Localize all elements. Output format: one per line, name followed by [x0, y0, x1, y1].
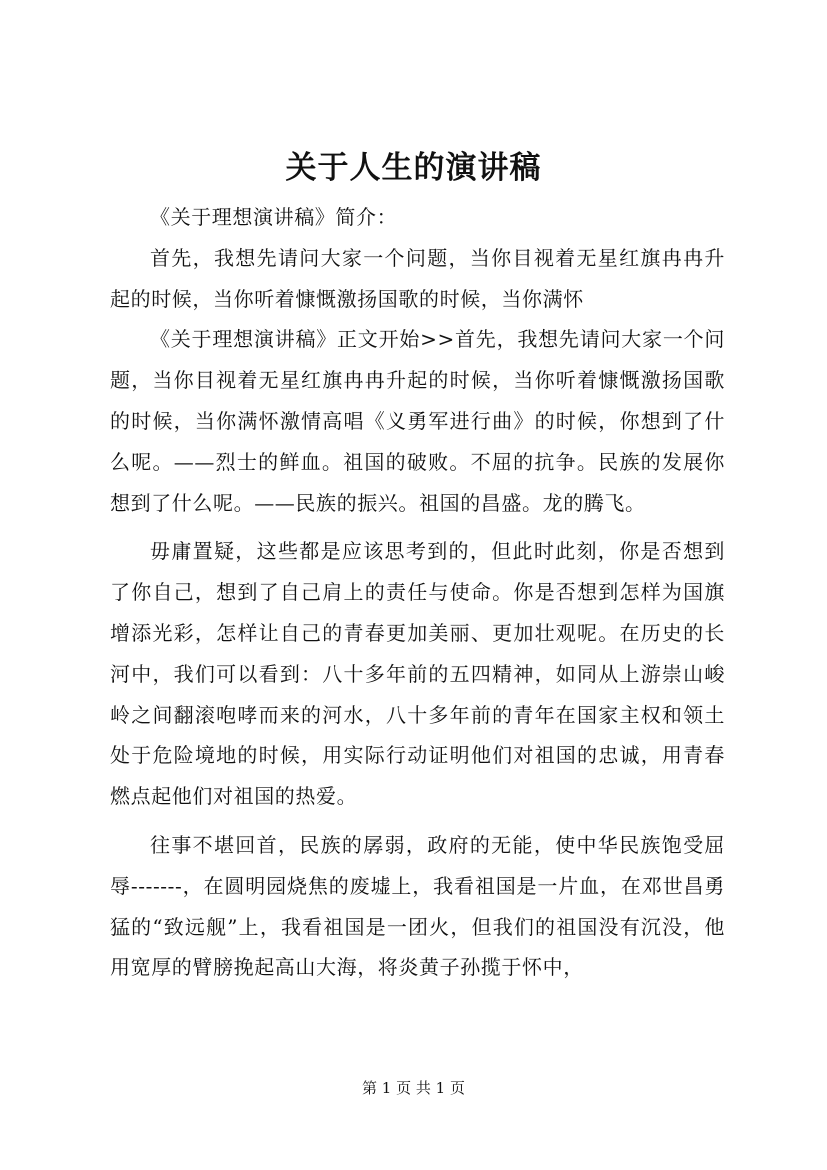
page-footer: 第 1 页 共 1 页 [362, 1079, 465, 1097]
paragraph-main-start: 《关于理想演讲稿》正文开始>>首先，我想先请问大家一个问题，当你目视着无星红旗冉冉升起的时候，当你听着慷慨激扬国歌的时候，当你满怀激情高唱《义勇军进行曲》的时候，你想到了什么呢。——烈士的鲜血。祖国的破败。不屈的抗争。民族的发展你想到了什么呢。——民族的振兴。祖国的昌盛。龙的腾飞。 [110, 327, 725, 515]
paragraph-reflection: 毋庸置疑，这些都是应该思考到的，但此时此刻，你是否想到了你自己，想到了自己肩上的责任与使命。你是否想到怎样为国旗增添光彩，怎样让自己的青春更加美丽、更加壮观呢。在历史的长河中，我们可以看到：八十多年前的五四精神，如同从上游崇山峻岭之间翻滚咆哮而来的河水，八十多年前的青年在国家主权和领土处于危险境地的时候，用实际行动证明他们对祖国的忠诚，用青春燃点起他们对祖国的热爱。 [110, 539, 725, 809]
paragraph-history: 往事不堪回首，民族的孱弱，政府的无能，使中华民族饱受屈辱-------，在圆明园烧焦的废墟上，我看祖国是一片血，在邓世昌勇猛的“致远舰”上，我看祖国是一团火，但我们的祖国没有沉没，他用宽厚的臂膀挽起高山大海，将炎黄子孙揽于怀中， [110, 832, 725, 980]
paragraph-intro-heading: 《关于理想演讲稿》简介： [150, 205, 398, 229]
document-body [110, 197, 725, 988]
document-title: 关于人生的演讲稿 [285, 150, 542, 186]
paragraph-intro-summary: 首先，我想先请问大家一个问题，当你目视着无星红旗冉冉升起的时候，当你听着慷慨激扬国歌的时候，当你满怀 [110, 245, 725, 311]
